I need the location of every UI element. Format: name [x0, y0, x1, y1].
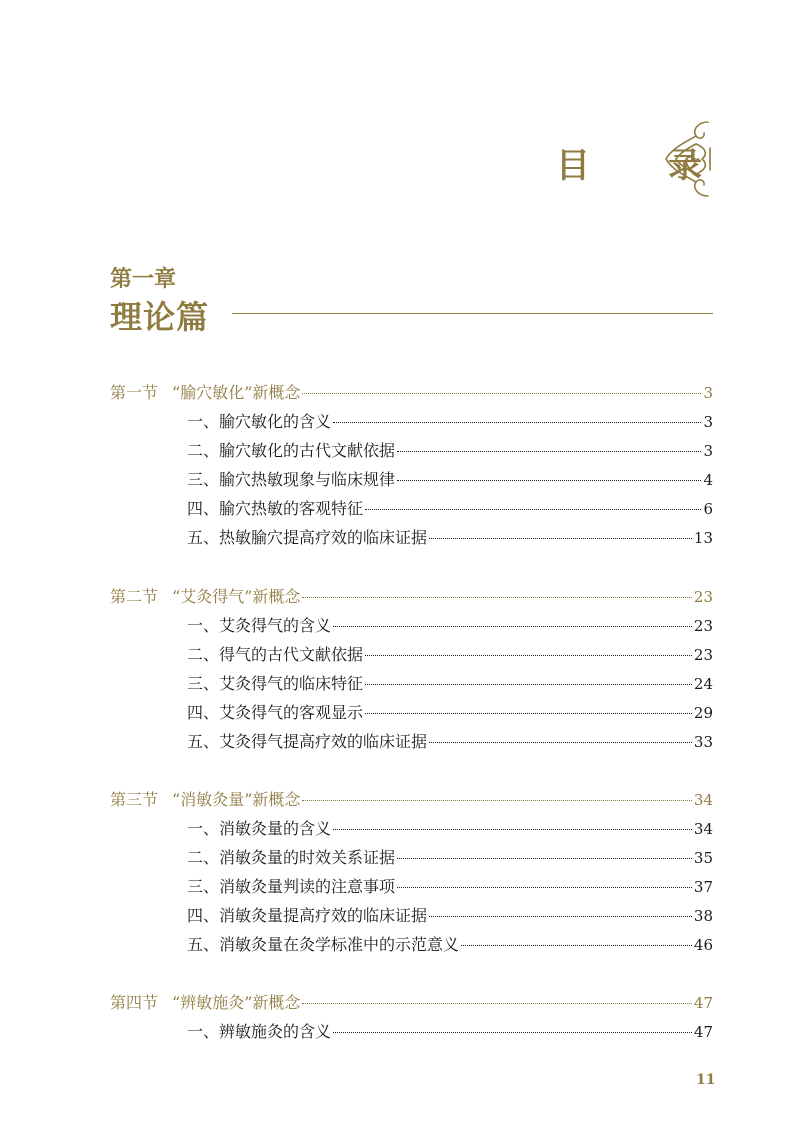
section-page: 34 [693, 791, 713, 809]
entry-page: 46 [693, 936, 713, 954]
dot-leader [302, 597, 692, 598]
chapter-divider [232, 313, 713, 314]
toc-entry[interactable] [187, 1022, 713, 1042]
toc-entry[interactable] [187, 674, 713, 694]
entry-title: 三、艾灸得气的临床特征 [187, 674, 364, 693]
section-number: 第四节 [110, 993, 159, 1012]
entry-title: 二、得气的古代文献依据 [187, 645, 364, 664]
entry-title: 四、艾灸得气的客观显示 [187, 703, 364, 722]
dot-leader [302, 800, 692, 801]
toc-entry[interactable] [187, 732, 713, 752]
toc-entry[interactable] [187, 703, 713, 723]
toc-entry[interactable] [187, 819, 713, 839]
chapter-label: 第一章 [110, 266, 177, 292]
section-number: 第三节 [110, 790, 159, 809]
section-title: “艾灸得气”新概念 [172, 587, 301, 606]
toc-entry[interactable] [187, 470, 713, 490]
entry-title: 五、消敏灸量在灸学标准中的示范意义 [187, 935, 460, 954]
toc-entry[interactable] [187, 499, 713, 519]
entry-page: 34 [693, 820, 713, 838]
entry-title: 二、消敏灸量的时效关系证据 [187, 848, 396, 867]
entry-page: 23 [693, 646, 713, 664]
entry-page: 3 [703, 413, 713, 431]
dot-leader [397, 887, 692, 888]
dot-leader [333, 626, 692, 627]
toc-entry[interactable] [187, 848, 713, 868]
dot-leader [333, 1032, 692, 1033]
dot-leader [365, 713, 692, 714]
dot-leader [461, 945, 692, 946]
entry-page: 24 [693, 675, 713, 693]
page-number: 11 [696, 1072, 716, 1088]
dot-leader [365, 684, 692, 685]
page-title: 目 录 [556, 146, 724, 186]
toc-section-3[interactable] [110, 790, 713, 810]
dot-leader [302, 1003, 692, 1004]
toc-section-4[interactable] [110, 993, 713, 1013]
entry-title: 一、消敏灸量的含义 [187, 819, 332, 838]
toc-entry[interactable] [187, 935, 713, 955]
entry-title: 五、热敏腧穴提高疗效的临床证据 [187, 528, 428, 547]
entry-page: 3 [703, 442, 713, 460]
entry-page: 33 [693, 733, 713, 751]
toc-entry[interactable] [187, 645, 713, 665]
dot-leader [333, 422, 701, 423]
toc-entry[interactable] [187, 616, 713, 636]
section-page: 3 [703, 384, 713, 402]
toc-entry[interactable] [187, 441, 713, 461]
toc-entry[interactable] [187, 877, 713, 897]
entry-title: 四、腧穴热敏的客观特征 [187, 499, 364, 518]
entry-page: 35 [693, 849, 713, 867]
dot-leader [397, 480, 701, 481]
entry-title: 一、辨敏施灸的含义 [187, 1022, 332, 1041]
section-number: 第二节 [110, 587, 159, 606]
entry-page: 37 [693, 878, 713, 896]
entry-page: 23 [693, 617, 713, 635]
entry-title: 三、腧穴热敏现象与临床规律 [187, 470, 396, 489]
dot-leader [397, 451, 701, 452]
entry-page: 13 [693, 529, 713, 547]
section-page: 47 [693, 994, 713, 1012]
entry-page: 38 [693, 907, 713, 925]
entry-title: 一、腧穴敏化的含义 [187, 412, 332, 431]
entry-title: 一、艾灸得气的含义 [187, 616, 332, 635]
dot-leader [333, 829, 692, 830]
toc-entry[interactable] [187, 528, 713, 548]
chapter-title: 理论篇 [110, 298, 210, 336]
dot-leader [302, 393, 701, 394]
dot-leader [429, 742, 692, 743]
dot-leader [429, 538, 692, 539]
dot-leader [365, 509, 701, 510]
section-title: “腧穴敏化”新概念 [172, 383, 301, 402]
ornament-icon [662, 118, 714, 200]
entry-title: 五、艾灸得气提高疗效的临床证据 [187, 732, 428, 751]
toc-section-1[interactable] [110, 383, 713, 403]
section-number: 第一节 [110, 383, 159, 402]
toc-section-2[interactable] [110, 587, 713, 607]
section-title: “辨敏施灸”新概念 [172, 993, 301, 1012]
entry-page: 47 [693, 1023, 713, 1041]
entry-title: 四、消敏灸量提高疗效的临床证据 [187, 906, 428, 925]
dot-leader [365, 655, 692, 656]
dot-leader [397, 858, 692, 859]
toc-entry[interactable] [187, 412, 713, 432]
entry-page: 4 [703, 471, 713, 489]
entry-title: 二、腧穴敏化的古代文献依据 [187, 441, 396, 460]
entry-title: 三、消敏灸量判读的注意事项 [187, 877, 396, 896]
toc-entry[interactable] [187, 906, 713, 926]
entry-page: 6 [703, 500, 713, 518]
section-title: “消敏灸量”新概念 [172, 790, 301, 809]
entry-page: 29 [693, 704, 713, 722]
dot-leader [429, 916, 692, 917]
section-page: 23 [693, 588, 713, 606]
